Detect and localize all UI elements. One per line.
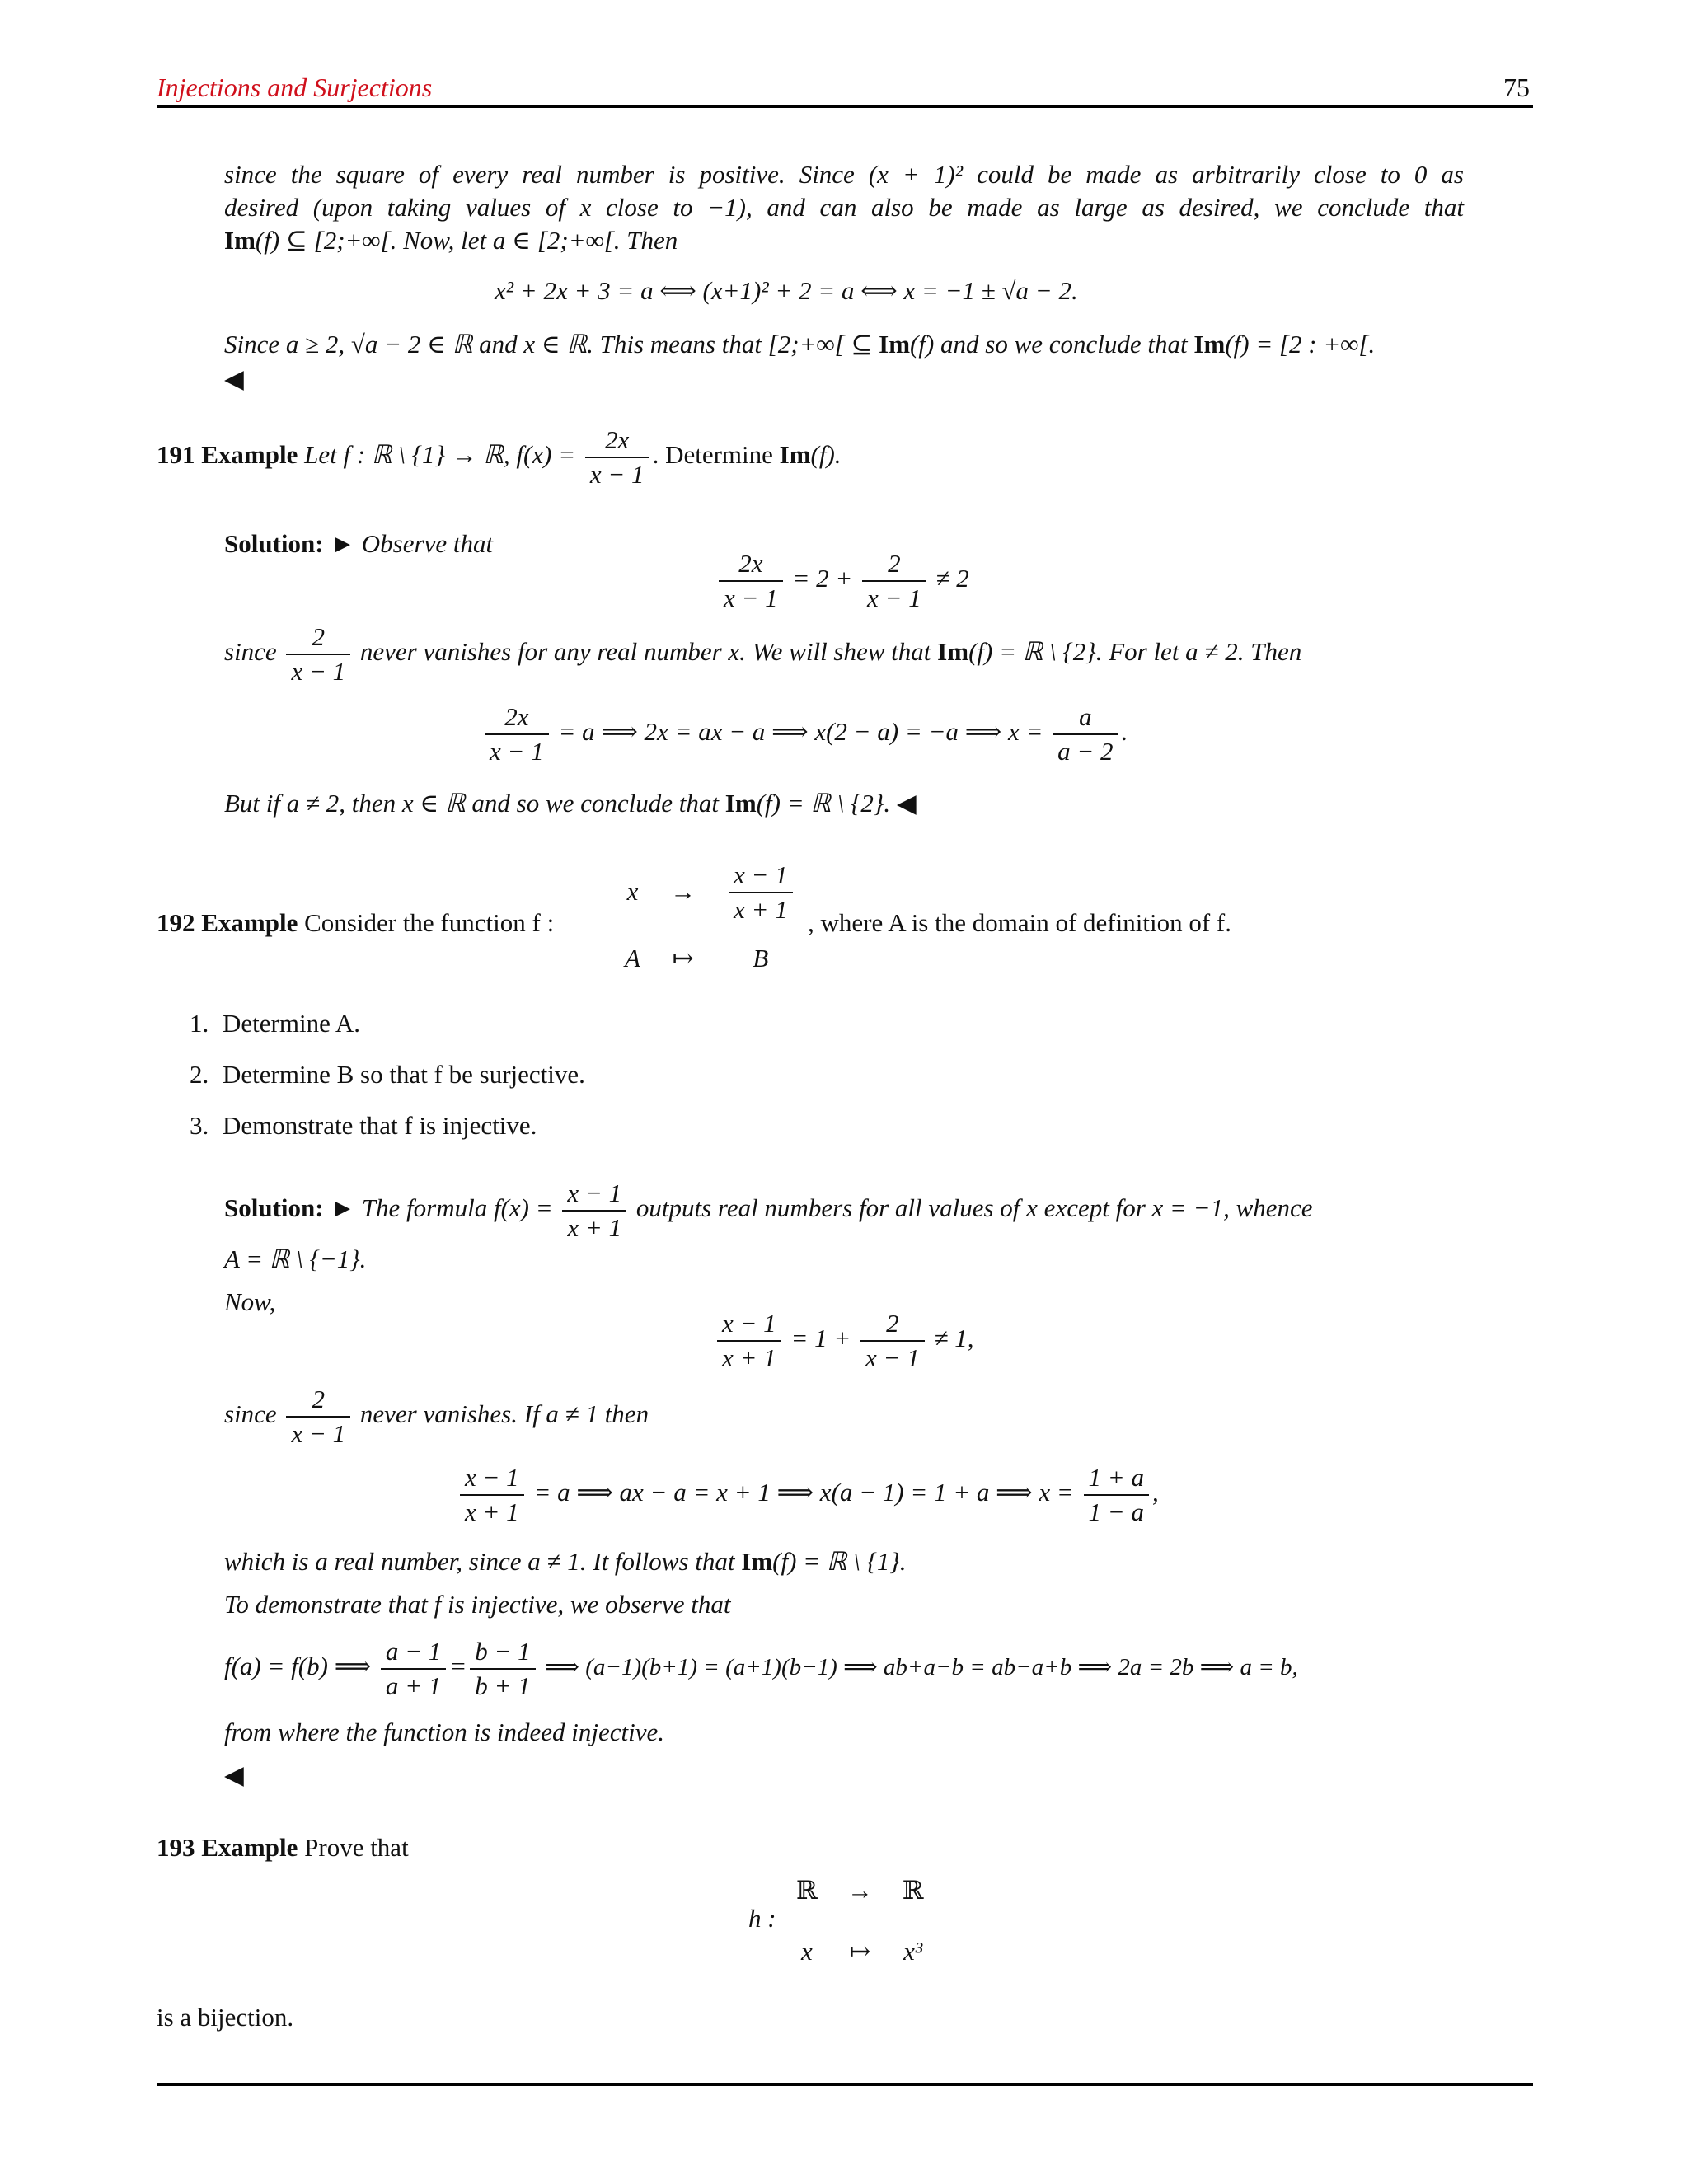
equation-text: , xyxy=(1151,1477,1159,1507)
solution-191-conclusion xyxy=(224,787,917,820)
solution-191-equation-1 xyxy=(715,549,969,612)
fraction-numerator: 2 xyxy=(860,1309,925,1342)
solution-text: never vanishes. If a ≠ 1 then xyxy=(359,1399,649,1428)
function-map-table xyxy=(781,1871,939,1972)
solution-text: which is a real number, since a ≠ 1. It follows that xyxy=(224,1547,735,1576)
fraction-numerator: 2 xyxy=(862,549,926,582)
solution-192-domain: A = ℝ \ {−1}. xyxy=(224,1244,367,1273)
fraction xyxy=(470,1637,535,1700)
solution-192-injective-equation xyxy=(224,1637,1298,1700)
continuation-line-3 xyxy=(224,224,678,257)
map-arrow: → xyxy=(846,1876,873,1905)
continuation-conclusion xyxy=(224,328,1375,361)
example-text: Let f : ℝ \ {1} → ℝ, f(x) = xyxy=(304,439,576,469)
header-rule xyxy=(157,105,1533,108)
fraction-denominator: x + 1 xyxy=(722,1343,776,1372)
fraction-numerator: x − 1 xyxy=(460,1463,524,1496)
solution-191-since-line xyxy=(224,622,1301,686)
fraction-numerator: 2x xyxy=(585,425,649,458)
solution-text: since xyxy=(224,1399,277,1428)
fraction-denominator: x − 1 xyxy=(865,1343,920,1372)
fraction xyxy=(286,1385,350,1448)
question-list-item xyxy=(190,1007,360,1040)
running-header-title: Injections and Surjections xyxy=(157,73,433,102)
solution-192-intro xyxy=(224,1179,1313,1242)
solution-text: since xyxy=(224,636,277,666)
map-codomain: B xyxy=(753,944,769,973)
fraction-denominator: x − 1 xyxy=(291,656,346,686)
fraction-denominator: b + 1 xyxy=(475,1671,531,1700)
example-number: 192 xyxy=(157,908,195,937)
question-list-item xyxy=(190,1109,537,1142)
bijection-map-name: h : xyxy=(748,1904,776,1933)
fraction-denominator: x − 1 xyxy=(490,736,544,766)
solution-arrow-icon: ► xyxy=(330,1193,356,1222)
solution-text: (f) = ℝ \ {2}. xyxy=(756,789,891,818)
im-operator: Im xyxy=(741,1547,773,1576)
example-label: Example xyxy=(201,439,298,469)
solution-192-injective-intro: To demonstrate that f is injective, we observe that xyxy=(224,1590,731,1619)
end-of-proof-mark: ◀ xyxy=(224,364,244,393)
fraction xyxy=(717,1309,781,1372)
solution-arrow-icon: ► xyxy=(330,529,356,558)
fraction-denominator: x + 1 xyxy=(465,1497,519,1526)
fraction-numerator: 1 + a xyxy=(1084,1463,1149,1496)
continuation-line-2: desired (upon taking values of x close to −1), and can also be made as large as desired, we conclude that xyxy=(224,193,1464,222)
equation-text: = a ⟹ 2x = ax − a ⟹ x(2 − a) = −a ⟹ x = xyxy=(558,716,1043,746)
continuation-equation: x² + 2x + 3 = a ⟺ (x+1)² + 2 = a ⟺ x = −1 ± √a − 2. xyxy=(495,276,1078,305)
equation-text: = a ⟹ ax − a = x + 1 ⟹ x(a − 1) = 1 + a ⟹ x = xyxy=(533,1477,1074,1507)
map-arrow: ↦ xyxy=(849,1937,871,1966)
fraction-denominator: a + 1 xyxy=(385,1671,442,1700)
map-variable: x xyxy=(801,1937,813,1966)
solution-192-real-line xyxy=(224,1545,907,1578)
list-item-text: Determine A. xyxy=(223,1009,361,1038)
im-operator: Im xyxy=(937,636,969,666)
map-domain: ℝ xyxy=(796,1876,818,1905)
solution-text: The formula f(x) = xyxy=(361,1193,553,1222)
fraction xyxy=(485,702,549,766)
fraction-numerator: b − 1 xyxy=(470,1637,535,1670)
function-map-table xyxy=(610,857,811,979)
example-193-closing: is a bijection. xyxy=(157,2003,294,2032)
im-operator: Im xyxy=(879,330,911,359)
map-image: x³ xyxy=(903,1937,923,1966)
example-text: Consider the function f : xyxy=(304,908,555,937)
solution-192-equation-1 xyxy=(714,1309,973,1372)
fraction-denominator: x + 1 xyxy=(733,894,788,924)
im-operator: Im xyxy=(224,226,256,255)
example-192-map xyxy=(610,857,811,979)
fraction-denominator: x + 1 xyxy=(567,1212,622,1242)
solution-192-now: Now, xyxy=(224,1287,276,1316)
fraction xyxy=(585,425,649,489)
equation-text: . xyxy=(1121,716,1128,746)
im-operator: Im xyxy=(1193,330,1226,359)
equation-text: ⟹ (a−1)(b+1) = (a+1)(b−1) ⟹ ab+a−b = ab−a+b ⟹ 2a = 2b ⟹ a = b, xyxy=(545,1653,1298,1680)
example-number: 193 xyxy=(157,1833,195,1862)
solution-192-equation-2 xyxy=(457,1463,1159,1526)
end-of-proof-mark: ◀ xyxy=(896,789,917,818)
fraction xyxy=(719,549,783,612)
fraction xyxy=(286,622,350,686)
im-operator: Im xyxy=(779,439,811,469)
fraction-denominator: 1 − a xyxy=(1088,1497,1144,1526)
example-192-statement-end: , where A is the domain of definition of f. xyxy=(808,908,1231,937)
solution-191-equation-2 xyxy=(481,702,1128,766)
example-number: 191 xyxy=(157,439,195,469)
solution-192-injective-conclusion: from where the function is indeed injective. xyxy=(224,1718,665,1746)
list-number: 2. xyxy=(190,1060,209,1089)
fraction-numerator: 2 xyxy=(286,1385,350,1418)
map-variable: x xyxy=(626,877,639,907)
question-list-item xyxy=(190,1058,585,1091)
equation-text: ≠ 1, xyxy=(934,1323,974,1352)
conclusion-text-b: (f) and so we conclude that xyxy=(910,330,1188,359)
fraction-numerator: 2 xyxy=(286,622,350,655)
fraction-denominator: a − 2 xyxy=(1057,736,1114,766)
equation-text: ≠ 2 xyxy=(935,563,969,593)
solution-191-intro xyxy=(224,527,493,560)
example-text: (f). xyxy=(810,439,842,469)
solution-text: outputs real numbers for all values of x except for x = −1, whence xyxy=(635,1193,1313,1222)
map-arrow: ↦ xyxy=(672,944,694,973)
im-operator: Im xyxy=(724,789,757,818)
example-text: Prove that xyxy=(304,1833,409,1862)
page-number: 75 xyxy=(1503,73,1530,102)
fraction-numerator: x − 1 xyxy=(562,1179,626,1212)
list-item-text: Determine B so that f be surjective. xyxy=(223,1060,585,1089)
example-label: Example xyxy=(201,908,298,937)
solution-text: But if a ≠ 2, then x ∈ ℝ and so we conclude that xyxy=(224,789,720,818)
solution-label: Solution: xyxy=(224,529,324,558)
fraction xyxy=(562,1179,626,1242)
fraction-numerator: 2x xyxy=(485,702,549,735)
fraction-denominator: x − 1 xyxy=(724,583,778,612)
conclusion-text-c: (f) = [2 : +∞[. xyxy=(1225,330,1376,359)
list-number: 3. xyxy=(190,1111,209,1140)
conclusion-text-a: Since a ≥ 2, √a − 2 ∈ ℝ and x ∈ ℝ. This means that [2;+∞[ ⊆ xyxy=(224,330,873,359)
example-text: . Determine xyxy=(652,439,773,469)
example-193-statement xyxy=(157,1831,409,1864)
fraction xyxy=(1053,702,1118,766)
fraction xyxy=(1084,1463,1149,1526)
solution-192-since-line xyxy=(224,1385,649,1448)
solution-text: never vanishes for any real number x. We will shew that xyxy=(359,636,931,666)
fraction-numerator: x − 1 xyxy=(729,860,793,893)
fraction-denominator: x − 1 xyxy=(589,459,645,489)
fraction-denominator: x − 1 xyxy=(867,583,921,612)
map-domain: A xyxy=(625,944,640,973)
example-191-statement xyxy=(157,425,842,489)
fraction-numerator: a − 1 xyxy=(381,1637,446,1670)
list-item-text: Demonstrate that f is injective. xyxy=(223,1111,537,1140)
end-of-proof-mark: ◀ xyxy=(224,1760,244,1789)
fraction-numerator: a xyxy=(1053,702,1118,735)
footer-rule xyxy=(157,2083,1533,2086)
fraction xyxy=(862,549,926,612)
solution-text: (f) = ℝ \ {1}. xyxy=(772,1547,907,1576)
equation-text: f(a) = f(b) ⟹ xyxy=(224,1651,372,1680)
fraction-numerator: x − 1 xyxy=(717,1309,781,1342)
fraction xyxy=(860,1309,925,1372)
equation-text: = 2 + xyxy=(792,563,853,593)
list-number: 1. xyxy=(190,1009,209,1038)
equation-text: = xyxy=(449,1651,467,1680)
example-label: Example xyxy=(201,1833,298,1862)
solution-text: Observe that xyxy=(361,529,494,558)
continuation-line-1: since the square of every real number is positive. Since (x + 1)² could be made as arbitrarily close to 0 as xyxy=(224,160,1464,189)
fraction-numerator: 2x xyxy=(719,549,783,582)
example-193-map xyxy=(781,1871,939,1972)
fraction-denominator: x − 1 xyxy=(291,1418,346,1448)
map-codomain: ℝ xyxy=(902,1876,924,1905)
solution-text: (f) = ℝ \ {2}. For let a ≠ 2. Then xyxy=(968,636,1302,666)
equation-text: = 1 + xyxy=(790,1323,851,1352)
map-arrow: → xyxy=(669,877,696,907)
continuation-line-3-text: (f) ⊆ [2;+∞[. Now, let a ∈ [2;+∞[. Then xyxy=(255,226,678,255)
fraction xyxy=(381,1637,446,1700)
solution-label: Solution: xyxy=(224,1193,324,1222)
fraction xyxy=(729,860,793,924)
fraction xyxy=(460,1463,524,1526)
example-192-statement xyxy=(157,907,554,940)
